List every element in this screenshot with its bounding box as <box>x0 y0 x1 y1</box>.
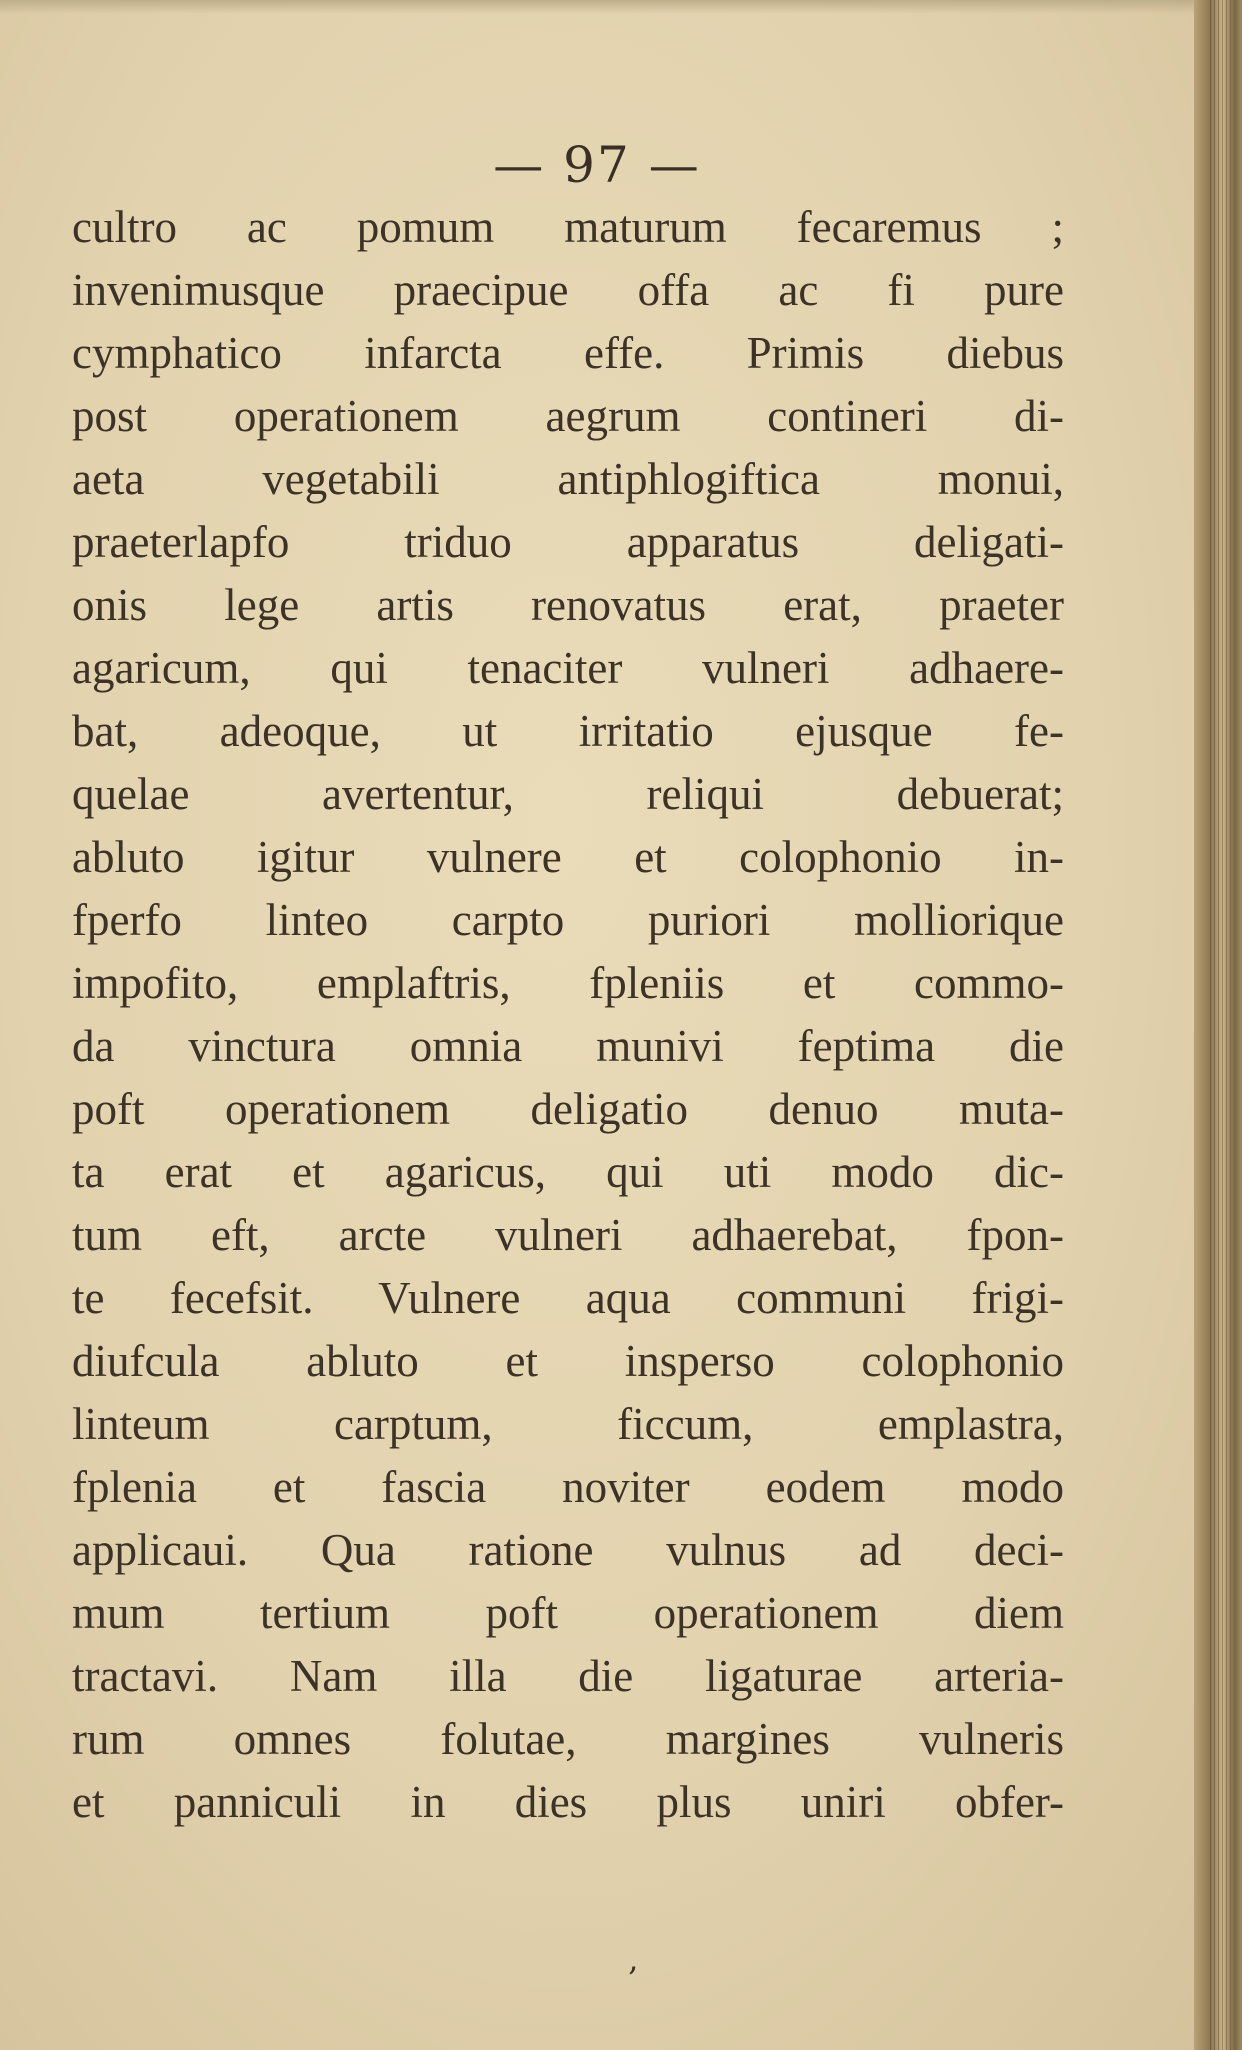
text-line: diufcula abluto et insperso colophonio <box>72 1336 1064 1386</box>
page-number: — 97 — <box>493 136 701 194</box>
page-top-shadow <box>0 0 1194 14</box>
text-line: ta erat et agaricus, qui uti modo dic- <box>72 1147 1064 1197</box>
text-line: abluto igitur vulnere et colophonio in- <box>72 832 1064 882</box>
text-line: onis lege artis renovatus erat, praeter <box>72 580 1064 630</box>
text-line: cymphatico infarcta effe. Primis diebus <box>72 328 1064 378</box>
page-edge-texture <box>1210 0 1232 2050</box>
text-line: applicaui. Qua ratione vulnus ad deci- <box>72 1525 1064 1575</box>
text-line: tractavi. Nam illa die ligaturae arteria- <box>72 1651 1064 1701</box>
text-line: linteum carptum, ficcum, emplastra, <box>72 1399 1064 1449</box>
text-line: invenimusque praecipue offa ac fi pure <box>72 265 1064 315</box>
text-line: fplenia et fascia noviter eodem modo <box>72 1462 1064 1512</box>
body-text <box>72 196 1064 1834</box>
text-line: quelae avertentur, reliqui debuerat; <box>72 769 1064 819</box>
text-line: et panniculi in dies plus uniri obfer- <box>72 1777 1064 1827</box>
text-line: poft operationem deligatio denuo muta- <box>72 1084 1064 1134</box>
text-line: mum tertium poft operationem diem <box>72 1588 1064 1638</box>
text-line: te fecefsit. Vulnere aqua communi frigi- <box>72 1273 1064 1323</box>
text-line: cultro ac pomum maturum fecaremus ; <box>72 202 1064 252</box>
text-line: bat, adeoque, ut irritatio ejusque fe- <box>72 706 1064 756</box>
text-line: tum eft, arcte vulneri adhaerebat, fpon- <box>72 1210 1064 1260</box>
text-line: praeterlapfo triduo apparatus deligati- <box>72 517 1064 567</box>
text-line: aeta vegetabili antiphlogiftica monui, <box>72 454 1064 504</box>
text-line: da vinctura omnia munivi feptima die <box>72 1021 1064 1071</box>
text-line: rum omnes folutae, margines vulneris <box>72 1714 1064 1764</box>
text-line: fperfo linteo carpto puriori molliorique <box>72 895 1064 945</box>
text-line: impofito, emplaftris, fpleniis et commo- <box>72 958 1064 1008</box>
footer-mark: ‚ <box>628 1940 639 1978</box>
text-line: agaricum, qui tenaciter vulneri adhaere- <box>72 643 1064 693</box>
text-line: post operationem aegrum contineri di- <box>72 391 1064 441</box>
